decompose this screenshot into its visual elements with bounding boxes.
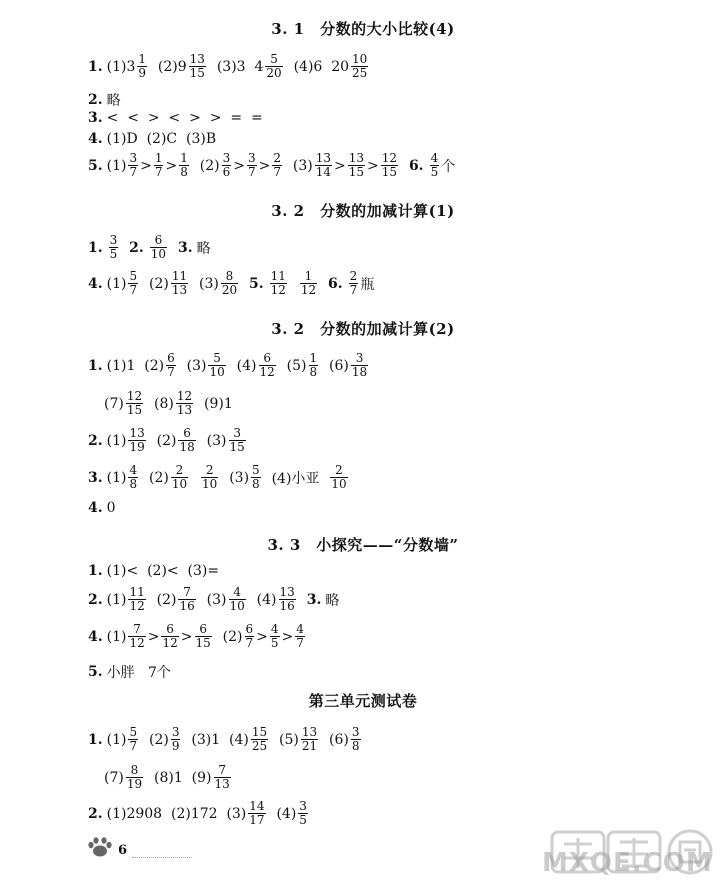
answer-text: (5) bbox=[277, 357, 307, 374]
answer-line bbox=[88, 53, 370, 80]
fraction bbox=[178, 427, 195, 454]
fraction-numerator: 3 bbox=[247, 151, 256, 165]
question-number: 4. bbox=[88, 628, 103, 645]
fraction bbox=[351, 352, 368, 379]
fraction bbox=[178, 586, 195, 613]
answer-text: (3) bbox=[283, 157, 313, 174]
fraction-denominator: 7 bbox=[296, 636, 304, 650]
fraction-numerator: 5 bbox=[270, 52, 278, 66]
fraction bbox=[189, 53, 206, 80]
fraction bbox=[245, 623, 255, 650]
fraction-denominator: 15 bbox=[195, 636, 211, 650]
fraction bbox=[221, 270, 238, 297]
fraction bbox=[229, 586, 246, 613]
fraction-denominator: 10 bbox=[209, 365, 225, 379]
answer-line bbox=[88, 623, 307, 650]
fraction bbox=[309, 352, 319, 379]
section-title: 第三单元测试卷 bbox=[308, 692, 418, 710]
fraction-numerator: 8 bbox=[225, 269, 234, 283]
answer-text: (1) bbox=[106, 731, 127, 748]
fraction-numerator: 14 bbox=[249, 799, 265, 813]
fraction-denominator: 17 bbox=[249, 813, 265, 827]
fraction-numerator: 1 bbox=[309, 351, 318, 365]
fraction-denominator: 9 bbox=[138, 66, 147, 80]
fraction-denominator: 6 bbox=[222, 165, 231, 179]
fraction-denominator: 19 bbox=[126, 777, 143, 791]
fraction-numerator: 13 bbox=[279, 585, 295, 599]
answer-text: < < > < > > = = bbox=[106, 110, 263, 126]
fraction-denominator: 13 bbox=[214, 777, 230, 791]
fraction-denominator: 12 bbox=[300, 283, 317, 297]
answer-line bbox=[104, 764, 233, 791]
answer-text: (8) bbox=[145, 395, 174, 412]
fraction-numerator: 12 bbox=[176, 389, 193, 403]
answer-text: > bbox=[258, 157, 271, 174]
fraction-denominator: 8 bbox=[129, 477, 138, 491]
fraction-numerator: 2 bbox=[273, 151, 281, 165]
question-number: 1. bbox=[88, 563, 103, 579]
fraction-numerator: 3 bbox=[109, 233, 118, 247]
fraction bbox=[430, 152, 440, 179]
fraction bbox=[171, 270, 188, 297]
fraction bbox=[272, 152, 282, 179]
fraction bbox=[128, 464, 138, 491]
fraction bbox=[176, 390, 193, 417]
question-number: 4. bbox=[88, 131, 103, 147]
fraction-numerator: 4 bbox=[129, 463, 138, 477]
answer-line bbox=[88, 234, 211, 261]
answer-text: (1)1 (2) bbox=[106, 357, 165, 374]
answer-text: 略 bbox=[325, 592, 340, 609]
fraction-denominator: 7 bbox=[273, 165, 281, 179]
answer-text: (1) bbox=[106, 469, 127, 486]
fraction-denominator: 12 bbox=[259, 365, 275, 379]
fraction-denominator: 7 bbox=[247, 165, 256, 179]
answer-text: (2) bbox=[147, 591, 177, 608]
answer-text bbox=[298, 592, 307, 608]
question-number: 2. bbox=[88, 432, 103, 449]
fraction-numerator: 5 bbox=[213, 351, 221, 365]
answer-text: (2) bbox=[147, 432, 177, 449]
fraction bbox=[171, 726, 181, 753]
fraction-numerator: 5 bbox=[129, 269, 138, 283]
fraction bbox=[137, 53, 147, 80]
fraction-numerator: 11 bbox=[270, 269, 286, 283]
question-number: 1. bbox=[88, 239, 103, 256]
fraction-numerator: 4 bbox=[270, 622, 279, 636]
answer-text: > bbox=[165, 157, 178, 174]
answer-line bbox=[88, 427, 248, 454]
fraction-denominator: 25 bbox=[352, 66, 368, 80]
fraction-numerator: 6 bbox=[154, 233, 163, 247]
fraction bbox=[229, 427, 246, 454]
fraction-numerator: 3 bbox=[351, 725, 360, 739]
fraction bbox=[128, 726, 138, 753]
fraction bbox=[222, 152, 232, 179]
fraction-denominator: 7 bbox=[129, 283, 138, 297]
fraction-denominator: 8 bbox=[180, 165, 188, 179]
section-title: 3. 1 分数的大小比较(4) bbox=[271, 20, 455, 38]
footer-dotted-line bbox=[132, 857, 192, 858]
answer-text: (3) bbox=[190, 275, 219, 292]
answer-text: (2) bbox=[213, 628, 243, 645]
fraction-denominator: 20 bbox=[266, 66, 282, 80]
answer-text: (1)D (2)C (3)B bbox=[106, 131, 217, 147]
fraction-denominator: 15 bbox=[189, 66, 205, 80]
fraction bbox=[300, 270, 317, 297]
fraction-numerator: 6 bbox=[183, 426, 191, 440]
answer-text bbox=[240, 276, 249, 292]
fraction bbox=[248, 800, 265, 827]
fraction-numerator: 3 bbox=[222, 151, 231, 165]
fraction bbox=[128, 152, 138, 179]
fraction bbox=[351, 53, 368, 80]
fraction-denominator: 12 bbox=[129, 599, 145, 613]
fraction-numerator: 3 bbox=[171, 725, 180, 739]
fraction-numerator: 6 bbox=[199, 622, 207, 636]
fraction-numerator: 1 bbox=[138, 52, 147, 66]
answer-text: > bbox=[140, 157, 152, 174]
answer-text: (1) bbox=[106, 591, 127, 608]
fraction-numerator: 5 bbox=[129, 725, 138, 739]
fraction bbox=[128, 270, 138, 297]
answer-text: (1) bbox=[106, 157, 127, 174]
fraction bbox=[171, 464, 188, 491]
answer-line bbox=[88, 464, 350, 491]
answer-text: (1)2908 (2)172 (3) bbox=[106, 805, 247, 822]
answer-text: (4) bbox=[247, 591, 277, 608]
answer-line bbox=[88, 352, 370, 379]
fraction-numerator: 7 bbox=[133, 622, 141, 636]
fraction bbox=[301, 726, 318, 753]
fraction-denominator: 15 bbox=[348, 165, 365, 179]
fraction-numerator: 13 bbox=[129, 426, 145, 440]
fraction bbox=[208, 352, 225, 379]
fraction-numerator: 4 bbox=[296, 622, 304, 636]
question-number: 3. bbox=[306, 591, 322, 608]
fraction-numerator: 13 bbox=[189, 52, 205, 66]
answer-text: (1) bbox=[106, 432, 127, 449]
question-number: 6. bbox=[408, 157, 424, 174]
fraction-denominator: 5 bbox=[270, 636, 279, 650]
fraction bbox=[154, 152, 164, 179]
fraction-numerator: 7 bbox=[218, 763, 226, 777]
fraction-numerator: 4 bbox=[430, 151, 439, 165]
fraction bbox=[381, 152, 398, 179]
fraction-denominator: 21 bbox=[301, 739, 318, 753]
answer-text bbox=[400, 158, 409, 174]
fraction bbox=[279, 586, 296, 613]
fraction-numerator: 3 bbox=[355, 351, 364, 365]
answer-text: (3) bbox=[220, 469, 250, 486]
fraction-denominator: 16 bbox=[279, 599, 295, 613]
fraction bbox=[247, 152, 257, 179]
fraction-numerator: 13 bbox=[315, 151, 331, 165]
fraction-denominator: 7 bbox=[129, 165, 138, 179]
answer-text: (3) bbox=[197, 432, 227, 449]
fraction bbox=[349, 270, 359, 297]
fraction bbox=[179, 152, 189, 179]
answer-text: (1)3 bbox=[106, 58, 136, 75]
answer-line bbox=[88, 110, 263, 126]
answer-text: (4)6 20 bbox=[284, 58, 350, 75]
question-number: 3. bbox=[88, 110, 103, 126]
fraction-numerator: 1 bbox=[304, 269, 313, 283]
answer-text: (7) bbox=[104, 395, 124, 412]
answer-text: (9)1 bbox=[195, 395, 233, 412]
fraction-numerator: 4 bbox=[233, 585, 241, 599]
question-number: 3. bbox=[177, 239, 193, 256]
answer-text: (2) bbox=[140, 469, 169, 486]
fraction-numerator: 3 bbox=[233, 426, 241, 440]
section-title: 3. 3 小探究——“分数墙” bbox=[267, 536, 459, 554]
fraction-denominator: 10 bbox=[331, 477, 347, 491]
fraction-numerator: 12 bbox=[126, 389, 143, 403]
fraction bbox=[126, 390, 143, 417]
answer-text: > bbox=[256, 628, 268, 645]
question-number: 5. bbox=[88, 664, 103, 680]
fraction-denominator: 15 bbox=[381, 165, 398, 179]
answer-text: 小胖 7个 bbox=[106, 665, 171, 681]
fraction-denominator: 12 bbox=[129, 636, 145, 650]
question-number: 5. bbox=[88, 157, 103, 174]
fraction bbox=[251, 464, 261, 491]
answer-text: (4) bbox=[227, 357, 257, 374]
answer-text: (6) bbox=[320, 357, 349, 374]
answer-text: 个 bbox=[441, 158, 456, 175]
answer-text: 略 bbox=[106, 93, 121, 109]
fraction-numerator: 6 bbox=[263, 351, 271, 365]
fraction-denominator: 10 bbox=[229, 599, 245, 613]
fraction bbox=[298, 800, 308, 827]
fraction bbox=[166, 352, 176, 379]
fraction-denominator: 5 bbox=[299, 813, 307, 827]
fraction-numerator: 6 bbox=[167, 351, 175, 365]
answer-line bbox=[88, 563, 219, 579]
answer-text: > bbox=[233, 157, 245, 174]
answer-line bbox=[88, 800, 310, 827]
fraction-denominator: 5 bbox=[430, 165, 439, 179]
fraction bbox=[109, 234, 119, 261]
answer-text bbox=[190, 470, 199, 486]
section-title: 3. 2 分数的加减计算(1) bbox=[271, 202, 455, 220]
answer-line bbox=[88, 152, 455, 179]
question-number: 2. bbox=[88, 591, 103, 608]
fraction-denominator: 18 bbox=[351, 365, 368, 379]
answer-text: > bbox=[281, 628, 294, 645]
fraction-denominator: 13 bbox=[171, 283, 188, 297]
fraction-numerator: 2 bbox=[175, 463, 184, 477]
fraction-numerator: 2 bbox=[335, 463, 343, 477]
answer-text: (5) bbox=[270, 731, 299, 748]
fraction-denominator: 10 bbox=[150, 247, 167, 261]
question-number: 4. bbox=[88, 500, 103, 516]
question-number: 4. bbox=[88, 275, 103, 292]
paw-icon bbox=[86, 836, 114, 858]
fraction-denominator: 10 bbox=[171, 477, 188, 491]
fraction bbox=[295, 623, 305, 650]
fraction bbox=[270, 623, 280, 650]
answer-text: (7) bbox=[104, 769, 124, 786]
fraction bbox=[351, 726, 361, 753]
fraction bbox=[161, 623, 178, 650]
fraction-denominator: 12 bbox=[162, 636, 178, 650]
answer-text: > bbox=[334, 157, 346, 174]
answer-text: (3)3 4 bbox=[207, 58, 264, 75]
fraction bbox=[126, 764, 143, 791]
fraction-numerator: 11 bbox=[129, 585, 145, 599]
answer-line bbox=[88, 500, 116, 516]
answer-text: 0 bbox=[106, 500, 116, 516]
question-number: 1. bbox=[88, 58, 103, 75]
fraction bbox=[330, 464, 347, 491]
fraction-numerator: 12 bbox=[381, 151, 398, 165]
question-number: 6. bbox=[328, 275, 343, 292]
question-number: 5. bbox=[249, 275, 264, 292]
fraction bbox=[315, 152, 332, 179]
watermark-url: MXQE.COM bbox=[542, 848, 713, 878]
fraction-numerator: 2 bbox=[349, 269, 358, 283]
fraction-numerator: 1 bbox=[180, 151, 188, 165]
fraction-denominator: 8 bbox=[252, 477, 260, 491]
answer-text: (6) bbox=[320, 731, 349, 748]
answer-line bbox=[88, 662, 171, 682]
fraction bbox=[201, 464, 218, 491]
answer-text bbox=[289, 276, 298, 292]
fraction-numerator: 8 bbox=[130, 763, 139, 777]
fraction-numerator: 11 bbox=[171, 269, 188, 283]
fraction bbox=[195, 623, 212, 650]
answer-text: (2)9 bbox=[149, 58, 187, 75]
answer-text: > bbox=[367, 157, 379, 174]
fraction bbox=[259, 352, 276, 379]
fraction-denominator: 7 bbox=[154, 165, 163, 179]
fraction-numerator: 6 bbox=[245, 622, 254, 636]
fraction bbox=[251, 726, 268, 753]
fraction-numerator: 6 bbox=[166, 622, 174, 636]
answer-text: (2) bbox=[190, 157, 220, 174]
fraction bbox=[128, 427, 145, 454]
fraction-numerator: 5 bbox=[252, 463, 260, 477]
fraction-numerator: 13 bbox=[301, 725, 318, 739]
answer-text: 略 bbox=[196, 240, 211, 257]
answer-line bbox=[88, 90, 121, 110]
fraction-numerator: 2 bbox=[205, 463, 214, 477]
answer-line bbox=[88, 726, 363, 753]
fraction-denominator: 10 bbox=[202, 477, 218, 491]
answer-text: 瓶 bbox=[360, 276, 375, 293]
fraction-denominator: 20 bbox=[221, 283, 238, 297]
fraction-numerator: 13 bbox=[348, 151, 365, 165]
fraction-denominator: 25 bbox=[251, 739, 268, 753]
fraction-denominator: 15 bbox=[229, 440, 245, 454]
fraction-denominator: 9 bbox=[171, 739, 180, 753]
answer-text: (3) bbox=[197, 591, 227, 608]
fraction-denominator: 7 bbox=[129, 739, 138, 753]
answer-text: (4) bbox=[267, 805, 297, 822]
answer-text: (3) bbox=[177, 357, 207, 374]
fraction-numerator: 15 bbox=[251, 725, 268, 739]
question-number: 3. bbox=[88, 469, 103, 486]
fraction-numerator: 7 bbox=[183, 585, 191, 599]
question-number: 1. bbox=[88, 731, 103, 748]
fraction-denominator: 7 bbox=[167, 365, 175, 379]
fraction-denominator: 14 bbox=[315, 165, 331, 179]
answer-text: (4)小亚 bbox=[262, 470, 329, 487]
answer-text: (1) bbox=[106, 275, 127, 292]
fraction bbox=[150, 234, 167, 261]
fraction-denominator: 15 bbox=[126, 403, 143, 417]
fraction-denominator: 5 bbox=[109, 247, 118, 261]
fraction-numerator: 3 bbox=[299, 799, 307, 813]
fraction bbox=[128, 623, 145, 650]
answer-text: (1)< (2)< (3)= bbox=[106, 563, 220, 579]
answer-text: (8)1 (9) bbox=[145, 769, 212, 786]
page-number: 6 bbox=[118, 843, 128, 858]
fraction bbox=[265, 53, 282, 80]
fraction-numerator: 3 bbox=[129, 151, 138, 165]
answer-text: (3)1 (4) bbox=[182, 731, 249, 748]
answer-text: (2) bbox=[140, 731, 169, 748]
answer-line bbox=[88, 270, 374, 297]
answer-text: (1) bbox=[106, 628, 127, 645]
fraction bbox=[128, 586, 145, 613]
answer-line bbox=[88, 586, 339, 613]
answer-line bbox=[104, 390, 233, 417]
fraction-numerator: 10 bbox=[352, 52, 368, 66]
fraction-denominator: 19 bbox=[129, 440, 145, 454]
fraction-denominator: 18 bbox=[179, 440, 195, 454]
question-number: 2. bbox=[129, 239, 144, 256]
answer-text bbox=[319, 276, 328, 292]
fraction-numerator: 1 bbox=[154, 151, 163, 165]
fraction-denominator: 8 bbox=[351, 739, 360, 753]
fraction-denominator: 16 bbox=[179, 599, 195, 613]
question-number: 2. bbox=[88, 92, 103, 108]
fraction-denominator: 8 bbox=[309, 365, 318, 379]
answer-text bbox=[120, 240, 129, 256]
answer-text: > bbox=[180, 628, 193, 645]
fraction bbox=[348, 152, 365, 179]
answer-line bbox=[88, 131, 216, 147]
fraction bbox=[214, 764, 231, 791]
fraction-denominator: 13 bbox=[176, 403, 193, 417]
fraction-denominator: 12 bbox=[270, 283, 286, 297]
question-number: 2. bbox=[88, 805, 103, 822]
fraction-denominator: 7 bbox=[245, 636, 254, 650]
fraction-denominator: 7 bbox=[349, 283, 358, 297]
section-title: 3. 2 分数的加减计算(2) bbox=[271, 320, 455, 338]
answer-text bbox=[169, 240, 178, 256]
question-number: 1. bbox=[88, 357, 103, 374]
answer-text: > bbox=[147, 628, 160, 645]
fraction bbox=[270, 270, 287, 297]
answer-text: (2) bbox=[140, 275, 169, 292]
